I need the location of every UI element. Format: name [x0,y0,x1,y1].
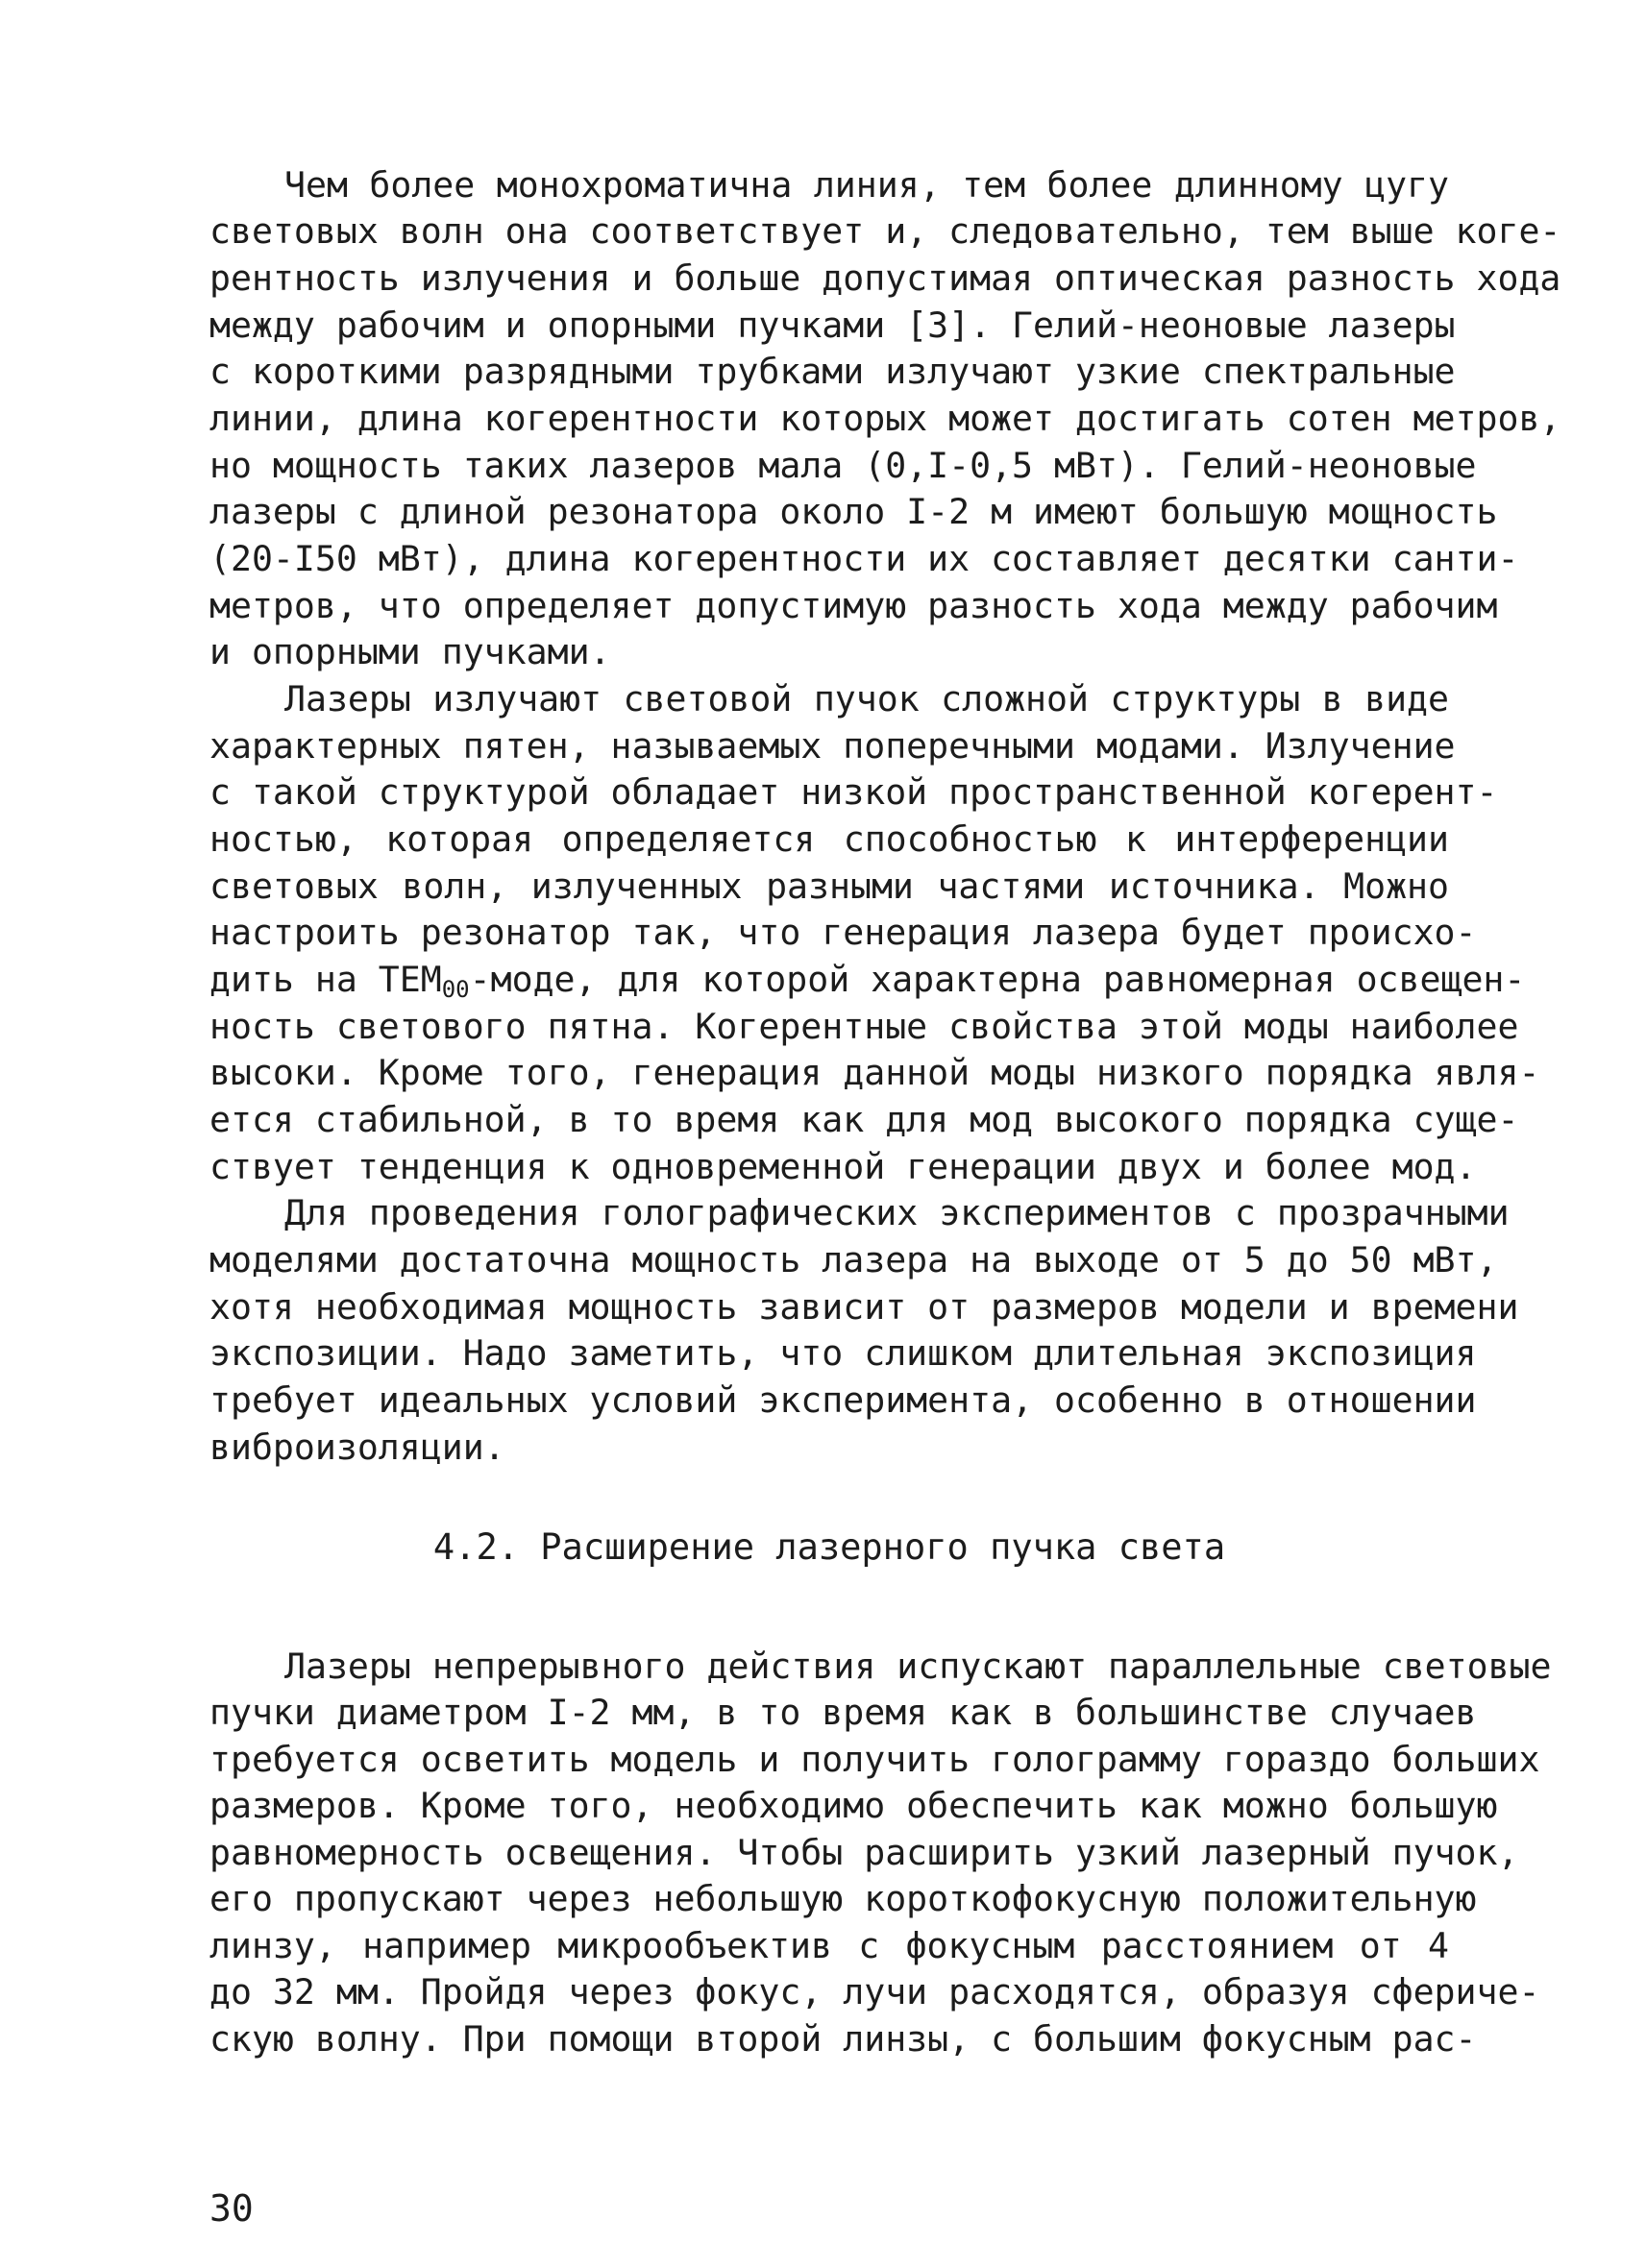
p2-line-4: ностью, которая определяется способностью к интерференции [209,818,1449,860]
p2-line-2: характерных пятен, называемых поперечными модами. Излучение [209,725,1456,767]
p3-line-5: требует идеальных условий эксперимента, особенно в отношении [209,1379,1477,1421]
p3-line-3: хотя необходимая мощность зависит от размеров модели и времени [209,1286,1519,1328]
p1-line-4: между рабочим и опорными пучками [3]. Гелий-неоновые лазеры [209,305,1456,346]
p3-line-1: Для проведения голографических экспериментов с прозрачными [284,1192,1510,1233]
p2-line-8: ность светового пятна. Когерентные свойства этой моды наиболее [209,1006,1519,1047]
p4-line-7: линзу, например микрообъектив с фокусным расстоянием от 4 [209,1925,1449,1966]
p2-line-1: Лазеры излучают световой пучок сложной структуры в виде [284,678,1449,719]
p1-line-6: линии, длина когерентности которых может достигать сотен метров, [209,398,1561,439]
tem-after: -моде, для которой характерна равномерная освещен- [469,959,1526,1000]
section-heading: 4.2. Расширение лазерного пучка света [432,1526,1226,1568]
p2-line-9: высоки. Кроме того, генерация данной моды низкого порядка явля- [209,1052,1540,1093]
p4-line-3: требуется осветить модель и получить голограмму гораздо больших [209,1739,1540,1780]
p2-line-7-tem-mode [209,956,1526,1004]
page-number: 30 [209,2187,254,2230]
p1-line-8: лазеры с длиной резонатора около I-2 м имеют большую мощность [209,491,1498,532]
p2-line-6: настроить резонатор так, что генерация лазера будет происхо- [209,912,1477,953]
tem-before: дить на ТЕМ [209,959,442,1000]
p2-line-5: световых волн, излученных разными частями источника. Можно [209,866,1449,907]
p1-line-11: и опорными пучками. [209,631,611,672]
p4-line-5: равномерность освещения. Чтобы расширить узкий лазерный пучок, [209,1832,1519,1873]
p1-line-3: рентность излучения и больше допустимая оптическая разность хода [209,257,1561,299]
p3-line-2: моделями достаточна мощность лазера на выходе от 5 до 50 мВт, [209,1239,1498,1280]
p2-line-3: с такой структурой обладает низкой пространственной когерент- [209,771,1498,813]
document-page [209,161,1561,2246]
p4-line-6: его пропускают через небольшую короткофокусную положительную [209,1878,1477,1919]
p1-line-9: (20-I50 мВт), длина когерентности их составляет десятки санти- [209,538,1519,579]
p4-line-4: размеров. Кроме того, необходимо обеспечить как можно большую [209,1785,1498,1826]
p4-line-8: до 32 мм. Пройдя через фокус, лучи расходятся, образуя сфериче- [209,1971,1540,2012]
p1-line-2: световых волн она соответствует и, следовательно, тем выше коге- [209,210,1561,252]
p1-line-10: метров, что определяет допустимую разность хода между рабочим [209,585,1498,626]
p2-line-10: ется стабильной, в то время как для мод высокого порядка суще- [209,1099,1519,1140]
p4-line-1: Лазеры непрерывного действия испускают параллельные световые [284,1646,1552,1687]
p3-line-4: экспозиции. Надо заметить, что слишком длительная экспозиция [209,1332,1477,1374]
tem-subscript: 00 [441,976,470,1003]
p3-line-6: виброизоляции. [209,1427,505,1468]
p1-line-7: но мощность таких лазеров мала (0,I-0,5 мВт). Гелий-неоновые [209,445,1477,486]
p1-line-1: Чем более монохроматична линия, тем более длинному цугу [284,164,1449,206]
p4-line-2: пучки диаметром I-2 мм, в то время как в большинстве случаев [209,1692,1477,1733]
p2-line-11: ствует тенденция к одновременной генерации двух и более мод. [209,1146,1477,1187]
p1-line-5: с короткими разрядными трубками излучают узкие спектральные [209,351,1456,392]
p4-line-9: скую волну. При помощи второй линзы, с большим фокусным рас- [209,2018,1477,2060]
